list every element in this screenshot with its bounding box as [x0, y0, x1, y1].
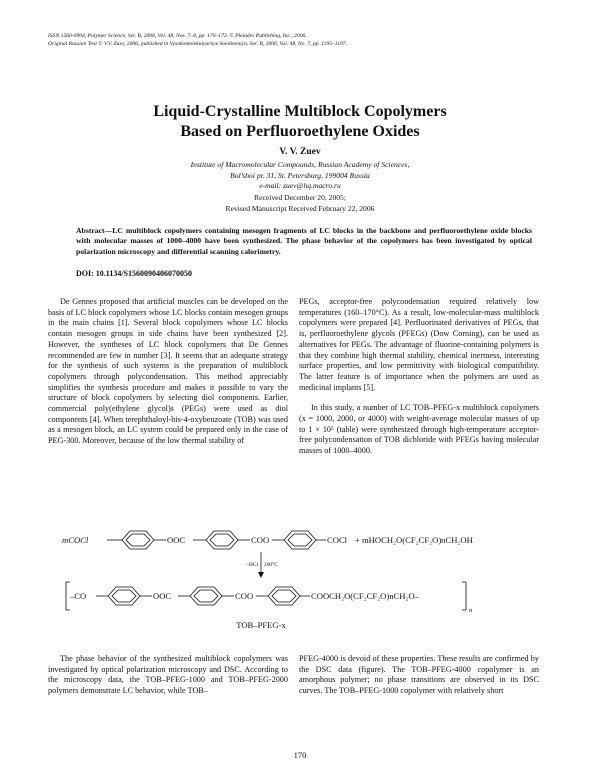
paragraph-this-study: In this study, a number of LC TOB–PFEG-x multiblock copolymers (x = 1000, 2000, or 4000) with weight-average molecular masses of up to 1 × 10⁵ (table) were synthesized through high-temperature acceptor-free polycondensation of TOB dichloride with PFEGs having molecular masses of 1000–4000. [299, 403, 539, 456]
scheme-reagent: + mHOCH₂O(CF₂CF₂O)nCH₂OH [355, 535, 473, 545]
scheme-condition-hcl: –HCl [246, 562, 258, 568]
revised-date: Revised Manuscript Received February 22, 2006 [225, 203, 375, 213]
author-email[interactable]: e-mail: zuev@hq.macro.ru [259, 181, 341, 190]
affiliation-line-1: Institute of Macromolecular Compounds, Russian Academy of Sciences, [190, 160, 410, 169]
column-right-bottom [299, 654, 539, 697]
page-number: 170 [293, 750, 307, 760]
scheme-ooc-1: OOC [167, 535, 186, 545]
abstract: Abstract—LC multiblock copolymers containing mesogen fragments of LC blocks in the backbone and perfluoroethylene oxide blocks with molecular masses of 1000–4000 have been synthesized. The phase behavior of the copolymers has been investigated by optical polarization microscopy and differential scanning calorimetry. [76, 226, 532, 256]
paragraph-pegs: PEGs, acceptor-free polycondensation required relatively low temperatures (160–170°C). As a result, low-molecular-mass multiblock copolymers were prepared [4]. Perfluorinated derivatives of PEGs, that is, perfluoroethylene glycols (PFEGs) (Dow Corning), can be used as alternatives for PEGs. The advantage of fluorine-containing polymers is that they combine high thermal stability, chemical inertness, interesting surface properties, and low permittivity with biological compatibility. The latter feature is of importance when the polymers are used as medicinal implants [5]. [299, 297, 539, 392]
scheme-repeat-n: n [469, 607, 473, 614]
received-dates [40, 193, 560, 214]
scheme-ooc-2: OOC [153, 591, 172, 601]
scheme-tail: COOCH₂O(CF₂CF₂O)nCH₂O– [311, 591, 419, 601]
scheme-label: TOB–PFEG-x [236, 620, 286, 630]
received-date: Received December 20, 2005; [254, 193, 346, 202]
title-line-1: Liquid-Crystalline Multiblock Copolymers [153, 103, 447, 120]
title-line-2: Based on Perfluoroethylene Oxides [180, 123, 420, 140]
article-title [40, 102, 560, 142]
column-right-top [299, 297, 539, 457]
column-left-top [48, 297, 288, 447]
doi[interactable]: DOI: 10.1134/S1560090406070050 [76, 269, 193, 278]
header-line-2: Original Russian Text © V.V. Zuev, 2006, published in Vysokomolekulyarnye Soedineniya, Ser. B, 2006, Vol. 48, No. 7, pp. 1195–1197. [48, 41, 347, 47]
column-left-bottom [48, 654, 288, 697]
header-line-1: ISSN 1560-0904, Polymer Science, Ser. B, 2006, Vol. 48, Nos. 7–8, pp. 170–172. © Pleiades Publishing, Inc., 2006. [48, 33, 307, 39]
paragraph-phase-behavior: The phase behavior of the synthesized multiblock copolymers was investigated by optical polarization microscopy and DSC. According to the microscopy data, the TOB–PFEG-1000 and TOB–PFEG-2000 polymers demonstrate LC behavior, while TOB– [48, 654, 288, 696]
author: V. V. Zuev [279, 147, 321, 157]
scheme-cocl: COCl [327, 535, 348, 545]
scheme-coo-1: COO [251, 535, 270, 545]
paragraph-intro: De Gennes proposed that artificial muscles can be developed on the basis of LC block copolymers whose LC blocks contain mesogen groups in the main chains [1]. Several block copolymers whose LC blocks contain mesogen groups in side chains have been synthesized [2]. However, the syntheses of LC block copolymers that De Gennes recommended are few in number [3]. It seems that an adequate strategy for the synthesis of such systems is the preparation of multiblock copolymers through polycondensation. This method appreciably simplifies the synthesis procedure and makes it possible to vary the structure of block copolymers by selecting diol components. Earlier, commercial poly(ethylene glycol)s (PEGs) were used as diol components [4]. When terephthaloyl-bis-4-oxybenzoate (TOB) was used as a mesogen block, an LC system could be prepared only in the case of PEG-300. Moreover, because of the low thermal stability of [48, 297, 288, 446]
reaction-scheme [60, 520, 560, 635]
paragraph-dsc: PFEG-4000 is devoid of these properties. These results are confirmed by the DSC data (figure). The TOB–PFEG-4000 copolymer is an amorphous polymer; no phase transitions are observed in its DSC curves. The TOB–PFEG-1000 copolymer with relatively short [299, 654, 539, 696]
scheme-condition-temp: 200°C [264, 562, 278, 568]
scheme-mcocl: mCOCl [62, 535, 89, 545]
affiliation-line-2: Bol’shoi pr. 31, St. Petersburg, 199004 Russia [230, 170, 370, 180]
affiliation [40, 160, 560, 192]
reaction-arrow-head [258, 572, 264, 578]
journal-header [48, 32, 568, 48]
scheme-coo-2: COO [235, 591, 254, 601]
scheme-co: –CO [70, 591, 87, 601]
